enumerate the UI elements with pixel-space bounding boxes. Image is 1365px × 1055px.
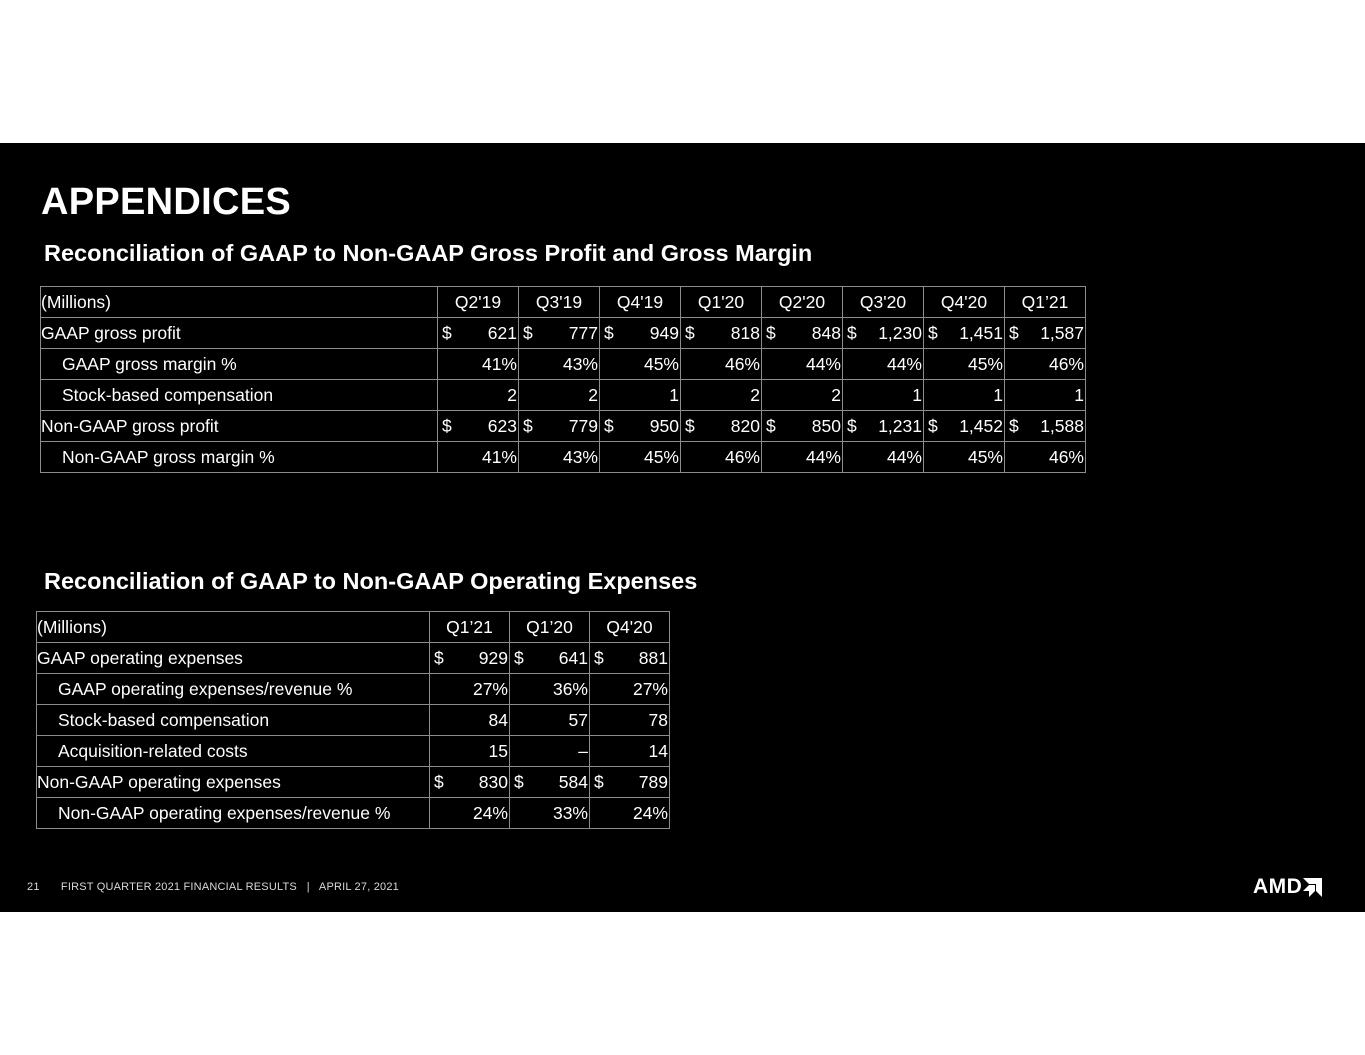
cell-value: 621 bbox=[487, 322, 517, 343]
value-cell bbox=[762, 380, 843, 411]
cell-value: 584 bbox=[558, 771, 588, 792]
cell-value: 1 bbox=[912, 384, 922, 405]
amd-logo bbox=[1253, 876, 1322, 898]
currency-symbol: $ bbox=[685, 415, 695, 436]
value-cell bbox=[438, 349, 519, 380]
column-header: Q2'19 bbox=[438, 287, 519, 318]
cell-value: 779 bbox=[568, 415, 598, 436]
value-cell bbox=[681, 318, 762, 349]
row-label: GAAP operating expenses/revenue % bbox=[37, 674, 430, 705]
currency-symbol: $ bbox=[594, 647, 604, 668]
value-cell bbox=[1005, 411, 1086, 442]
value-cell bbox=[843, 442, 924, 473]
amd-arrow-icon bbox=[1303, 878, 1322, 897]
value-cell bbox=[519, 380, 600, 411]
cell-value: 2 bbox=[750, 384, 760, 405]
value-cell bbox=[590, 705, 670, 736]
cell-value: 789 bbox=[638, 771, 668, 792]
cell-value: 950 bbox=[649, 415, 679, 436]
value-cell bbox=[762, 411, 843, 442]
value-cell bbox=[510, 705, 590, 736]
table-row bbox=[41, 442, 1086, 473]
cell-value: 45% bbox=[643, 353, 679, 374]
column-header: Q3'19 bbox=[519, 287, 600, 318]
value-cell bbox=[510, 736, 590, 767]
table-row bbox=[37, 767, 670, 798]
value-cell bbox=[510, 674, 590, 705]
gross-profit-table bbox=[40, 286, 1086, 473]
page-title: APPENDICES bbox=[41, 181, 292, 223]
table-header-row bbox=[41, 287, 1086, 318]
row-label: GAAP gross profit bbox=[41, 318, 438, 349]
value-cell bbox=[590, 674, 670, 705]
cell-value: 850 bbox=[811, 415, 841, 436]
column-header: Q1'20 bbox=[681, 287, 762, 318]
cell-value: 1 bbox=[993, 384, 1003, 405]
cell-value: 929 bbox=[478, 647, 508, 668]
value-cell bbox=[843, 318, 924, 349]
cell-value: 41% bbox=[481, 353, 517, 374]
value-cell bbox=[519, 442, 600, 473]
value-cell bbox=[1005, 442, 1086, 473]
cell-value: 44% bbox=[805, 446, 841, 467]
currency-symbol: $ bbox=[604, 322, 614, 343]
currency-symbol: $ bbox=[685, 322, 695, 343]
row-label: GAAP operating expenses bbox=[37, 643, 430, 674]
cell-value: 43% bbox=[562, 353, 598, 374]
cell-value: 27% bbox=[472, 678, 508, 699]
cell-value: 24% bbox=[632, 802, 668, 823]
cell-value: 24% bbox=[472, 802, 508, 823]
value-cell bbox=[590, 798, 670, 829]
cell-value: 78 bbox=[648, 709, 668, 730]
cell-value: 1 bbox=[669, 384, 679, 405]
value-cell bbox=[1005, 380, 1086, 411]
cell-value: 46% bbox=[1048, 353, 1084, 374]
logo-text: AMD bbox=[1253, 875, 1303, 898]
table-row bbox=[41, 318, 1086, 349]
cell-value: 84 bbox=[488, 709, 508, 730]
row-label: Stock-based compensation bbox=[37, 705, 430, 736]
value-cell bbox=[924, 442, 1005, 473]
currency-symbol: $ bbox=[442, 415, 452, 436]
cell-value: 15 bbox=[488, 740, 508, 761]
cell-value: 46% bbox=[724, 446, 760, 467]
cell-value: 45% bbox=[643, 446, 679, 467]
row-label: Stock-based compensation bbox=[41, 380, 438, 411]
cell-value: 41% bbox=[481, 446, 517, 467]
value-cell bbox=[519, 349, 600, 380]
currency-symbol: $ bbox=[442, 322, 452, 343]
cell-value: 1,452 bbox=[959, 415, 1003, 436]
currency-symbol: $ bbox=[434, 647, 444, 668]
value-cell bbox=[681, 349, 762, 380]
cell-value: 1,230 bbox=[878, 322, 922, 343]
currency-symbol: $ bbox=[514, 647, 524, 668]
cell-value: 1,587 bbox=[1040, 322, 1084, 343]
operating-expenses-body bbox=[37, 643, 670, 829]
table-row bbox=[37, 736, 670, 767]
value-cell bbox=[430, 798, 510, 829]
row-label: GAAP gross margin % bbox=[41, 349, 438, 380]
cell-value: 45% bbox=[967, 446, 1003, 467]
column-header: Q4'20 bbox=[924, 287, 1005, 318]
currency-symbol: $ bbox=[766, 322, 776, 343]
cell-value: 33% bbox=[552, 802, 588, 823]
cell-value: 1,231 bbox=[878, 415, 922, 436]
gross-profit-heading: Reconciliation of GAAP to Non-GAAP Gross Profit and Gross Margin bbox=[44, 240, 813, 266]
cell-value: 36% bbox=[552, 678, 588, 699]
cell-value: 777 bbox=[568, 322, 598, 343]
value-cell bbox=[1005, 349, 1086, 380]
value-cell bbox=[681, 442, 762, 473]
currency-symbol: $ bbox=[766, 415, 776, 436]
table-row bbox=[37, 798, 670, 829]
table-row bbox=[41, 411, 1086, 442]
unit-label: (Millions) bbox=[41, 287, 438, 318]
operating-expenses-heading: Reconciliation of GAAP to Non-GAAP Operating Expenses bbox=[44, 568, 698, 594]
value-cell bbox=[510, 798, 590, 829]
value-cell bbox=[438, 318, 519, 349]
value-cell bbox=[600, 349, 681, 380]
cell-value: 2 bbox=[831, 384, 841, 405]
value-cell bbox=[924, 411, 1005, 442]
value-cell bbox=[438, 411, 519, 442]
currency-symbol: $ bbox=[594, 771, 604, 792]
value-cell bbox=[430, 674, 510, 705]
row-label: Non-GAAP operating expenses bbox=[37, 767, 430, 798]
row-label: Non-GAAP operating expenses/revenue % bbox=[37, 798, 430, 829]
cell-value: 1,588 bbox=[1040, 415, 1084, 436]
currency-symbol: $ bbox=[604, 415, 614, 436]
value-cell bbox=[510, 643, 590, 674]
cell-value: 45% bbox=[967, 353, 1003, 374]
currency-symbol: $ bbox=[523, 322, 533, 343]
currency-symbol: $ bbox=[1009, 415, 1019, 436]
cell-value: 57 bbox=[568, 709, 588, 730]
value-cell bbox=[681, 411, 762, 442]
column-header: Q2'20 bbox=[762, 287, 843, 318]
row-label: Non-GAAP gross margin % bbox=[41, 442, 438, 473]
cell-value: 1,451 bbox=[959, 322, 1003, 343]
table-row bbox=[37, 674, 670, 705]
page-number: 21 bbox=[27, 881, 40, 893]
value-cell bbox=[438, 380, 519, 411]
currency-symbol: $ bbox=[847, 415, 857, 436]
operating-expenses-table bbox=[36, 611, 670, 829]
cell-value: 27% bbox=[632, 678, 668, 699]
cell-value: 1 bbox=[1074, 384, 1084, 405]
cell-value: 2 bbox=[507, 384, 517, 405]
value-cell bbox=[843, 411, 924, 442]
value-cell bbox=[430, 705, 510, 736]
value-cell bbox=[762, 318, 843, 349]
value-cell bbox=[430, 643, 510, 674]
value-cell bbox=[600, 411, 681, 442]
cell-value: 46% bbox=[1048, 446, 1084, 467]
value-cell bbox=[924, 318, 1005, 349]
value-cell bbox=[600, 318, 681, 349]
value-cell bbox=[510, 767, 590, 798]
column-header: Q4'20 bbox=[590, 612, 670, 643]
slide bbox=[0, 143, 1365, 912]
table-header-row bbox=[37, 612, 670, 643]
cell-value: 820 bbox=[730, 415, 760, 436]
cell-value: 44% bbox=[886, 446, 922, 467]
currency-symbol: $ bbox=[514, 771, 524, 792]
currency-symbol: $ bbox=[928, 322, 938, 343]
row-label: Acquisition-related costs bbox=[37, 736, 430, 767]
cell-value: 14 bbox=[648, 740, 668, 761]
cell-value: 623 bbox=[487, 415, 517, 436]
currency-symbol: $ bbox=[523, 415, 533, 436]
value-cell bbox=[924, 380, 1005, 411]
column-header: Q1’21 bbox=[430, 612, 510, 643]
gross-profit-body bbox=[41, 318, 1086, 473]
value-cell bbox=[762, 442, 843, 473]
table-row bbox=[41, 349, 1086, 380]
value-cell bbox=[600, 380, 681, 411]
cell-value: 818 bbox=[730, 322, 760, 343]
value-cell bbox=[519, 318, 600, 349]
cell-value: 830 bbox=[478, 771, 508, 792]
row-label: Non-GAAP gross profit bbox=[41, 411, 438, 442]
cell-value: 2 bbox=[588, 384, 598, 405]
value-cell bbox=[590, 736, 670, 767]
value-cell bbox=[843, 380, 924, 411]
cell-value: 848 bbox=[811, 322, 841, 343]
value-cell bbox=[430, 767, 510, 798]
value-cell bbox=[590, 767, 670, 798]
value-cell bbox=[600, 442, 681, 473]
table-row bbox=[41, 380, 1086, 411]
currency-symbol: $ bbox=[847, 322, 857, 343]
cell-value: 881 bbox=[638, 647, 668, 668]
value-cell bbox=[843, 349, 924, 380]
table-row bbox=[37, 643, 670, 674]
cell-value: 44% bbox=[805, 353, 841, 374]
value-cell bbox=[681, 380, 762, 411]
value-cell bbox=[924, 349, 1005, 380]
value-cell bbox=[519, 411, 600, 442]
cell-value: 46% bbox=[724, 353, 760, 374]
value-cell bbox=[590, 643, 670, 674]
column-header: Q1’20 bbox=[510, 612, 590, 643]
cell-value: – bbox=[578, 740, 588, 761]
footer bbox=[27, 881, 399, 893]
cell-value: 641 bbox=[558, 647, 588, 668]
value-cell bbox=[762, 349, 843, 380]
value-cell bbox=[430, 736, 510, 767]
table-row bbox=[37, 705, 670, 736]
cell-value: 44% bbox=[886, 353, 922, 374]
currency-symbol: $ bbox=[1009, 322, 1019, 343]
column-header: Q3'20 bbox=[843, 287, 924, 318]
column-header: Q1’21 bbox=[1005, 287, 1086, 318]
cell-value: 949 bbox=[649, 322, 679, 343]
value-cell bbox=[438, 442, 519, 473]
cell-value: 43% bbox=[562, 446, 598, 467]
currency-symbol: $ bbox=[928, 415, 938, 436]
footer-text: FIRST QUARTER 2021 FINANCIAL RESULTS | APRIL 27, 2021 bbox=[60, 881, 399, 893]
column-header: Q4'19 bbox=[600, 287, 681, 318]
currency-symbol: $ bbox=[434, 771, 444, 792]
value-cell bbox=[1005, 318, 1086, 349]
unit-label: (Millions) bbox=[37, 612, 430, 643]
